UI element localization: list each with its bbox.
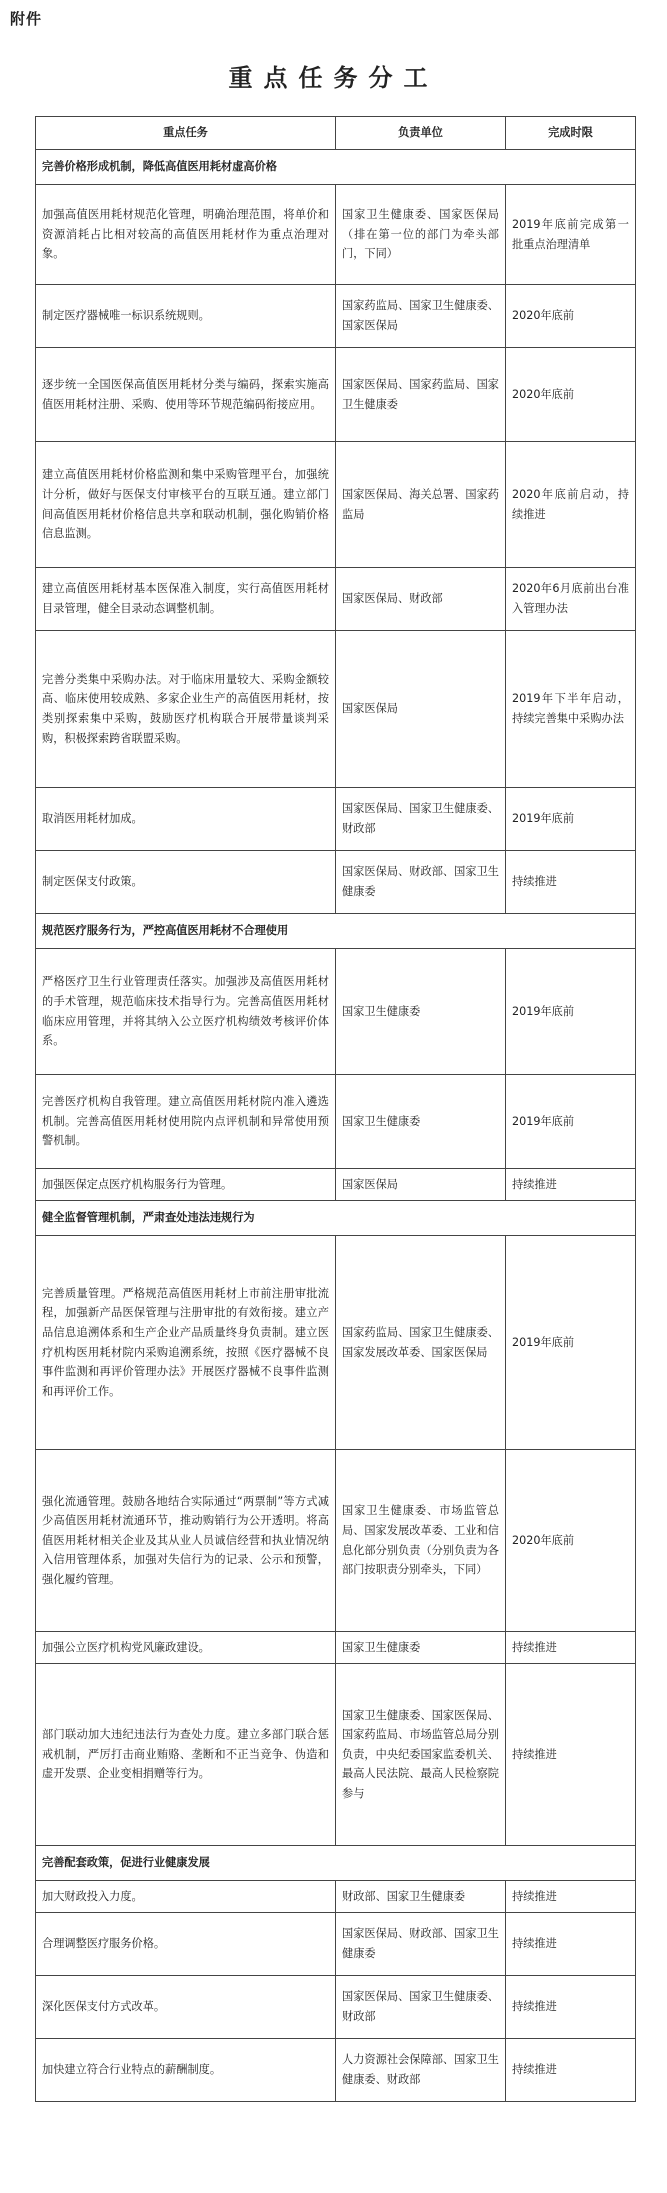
task-table [35, 116, 636, 2102]
deadline-cell: 持续推进 [506, 1169, 636, 1201]
task-cell: 完善质量管理。严格规范高值医用耗材上市前注册审批流程，加强新产品医保管理与注册审批的有效衔接。建立产品信息追溯体系和生产企业产品质量终身负责制。建立医疗机构医用耗材院内采购追溯系统，按照《医疗器械不良事件监测和再评价管理办法》开展医疗器械不良事件监测和再评价工作。 [36, 1236, 336, 1450]
table-row [36, 1976, 636, 2039]
table-row [36, 1913, 636, 1976]
deadline-cell: 持续推进 [506, 851, 636, 914]
unit-cell: 国家医保局、国家卫生健康委、财政部 [336, 788, 506, 851]
unit-cell: 财政部、国家卫生健康委 [336, 1881, 506, 1913]
table-row [36, 1881, 636, 1913]
section-title: 完善价格形成机制，降低高值医用耗材虚高价格 [36, 150, 636, 185]
unit-cell: 国家医保局、海关总署、国家药监局 [336, 442, 506, 568]
unit-cell: 国家医保局 [336, 631, 506, 788]
header-deadline: 完成时限 [506, 117, 636, 150]
task-cell: 严格医疗卫生行业管理责任落实。加强涉及高值医用耗材的手术管理，规范临床技术指导行为。完善高值医用耗材临床应用管理，并将其纳入公立医疗机构绩效考核评价体系。 [36, 949, 336, 1075]
task-cell: 加快建立符合行业特点的薪酬制度。 [36, 2039, 336, 2102]
deadline-cell: 2020年底前 [506, 1450, 636, 1632]
task-cell: 加强高值医用耗材规范化管理，明确治理范围，将单价和资源消耗占比相对较高的高值医用耗材作为重点治理对象。 [36, 185, 336, 285]
deadline-cell: 2020年底前启动，持续推进 [506, 442, 636, 568]
section-row [36, 150, 636, 185]
task-cell: 强化流通管理。鼓励各地结合实际通过“两票制”等方式减少高值医用耗材流通环节，推动购销行为公开透明。将高值医用耗材相关企业及其从业人员诚信经营和执业情况纳入信用管理体系，加强对失信行为的记录、公示和预警，强化履约管理。 [36, 1450, 336, 1632]
unit-cell: 国家医保局、财政部、国家卫生健康委 [336, 1913, 506, 1976]
deadline-cell: 2020年6月底前出台准入管理办法 [506, 568, 636, 631]
section-row [36, 1846, 636, 1881]
table-body [36, 150, 636, 2102]
section-title: 规范医疗服务行为，严控高值医用耗材不合理使用 [36, 914, 636, 949]
unit-cell: 国家卫生健康委、国家医保局（排在第一位的部门为牵头部门，下同） [336, 185, 506, 285]
task-cell: 完善分类集中采购办法。对于临床用量较大、采购金额较高、临床使用较成熟、多家企业生产的高值医用耗材，按类别探索集中采购，鼓励医疗机构联合开展带量谈判采购，积极探索跨省联盟采购。 [36, 631, 336, 788]
task-cell: 制定医疗器械唯一标识系统规则。 [36, 285, 336, 348]
deadline-cell: 持续推进 [506, 2039, 636, 2102]
task-cell: 逐步统一全国医保高值医用耗材分类与编码，探索实施高值医用耗材注册、采购、使用等环节规范编码衔接应用。 [36, 348, 336, 442]
unit-cell: 国家卫生健康委 [336, 1075, 506, 1169]
unit-cell: 国家医保局、国家药监局、国家卫生健康委 [336, 348, 506, 442]
unit-cell: 国家医保局、国家卫生健康委、财政部 [336, 1976, 506, 2039]
table-row [36, 631, 636, 788]
task-cell: 加强公立医疗机构党风廉政建设。 [36, 1632, 336, 1664]
section-title: 健全监督管理机制，严肃查处违法违规行为 [36, 1201, 636, 1236]
table-row [36, 348, 636, 442]
table-row [36, 1075, 636, 1169]
deadline-cell: 持续推进 [506, 1913, 636, 1976]
deadline-cell: 2019年底前 [506, 1236, 636, 1450]
unit-cell: 国家卫生健康委 [336, 949, 506, 1075]
task-cell: 取消医用耗材加成。 [36, 788, 336, 851]
table-row [36, 285, 636, 348]
table-row [36, 185, 636, 285]
section-row [36, 1201, 636, 1236]
table-row [36, 2039, 636, 2102]
table-row [36, 1632, 636, 1664]
unit-cell: 国家卫生健康委 [336, 1632, 506, 1664]
deadline-cell: 持续推进 [506, 1881, 636, 1913]
deadline-cell: 2020年底前 [506, 285, 636, 348]
deadline-cell: 持续推进 [506, 1976, 636, 2039]
unit-cell: 国家医保局 [336, 1169, 506, 1201]
table-row [36, 1664, 636, 1846]
unit-cell: 国家卫生健康委、市场监管总局、国家发展改革委、工业和信息化部分别负责（分别负责为各部门按职责分别牵头，下同） [336, 1450, 506, 1632]
task-cell: 加大财政投入力度。 [36, 1881, 336, 1913]
task-cell: 完善医疗机构自我管理。建立高值医用耗材院内准入遴选机制。完善高值医用耗材使用院内点评机制和异常使用预警机制。 [36, 1075, 336, 1169]
task-cell: 建立高值医用耗材价格监测和集中采购管理平台，加强统计分析，做好与医保支付审核平台的互联互通。建立部门间高值医用耗材价格信息共享和联动机制，强化购销价格信息监测。 [36, 442, 336, 568]
task-cell: 部门联动加大违纪违法行为查处力度。建立多部门联合惩戒机制，严厉打击商业贿赂、垄断和不正当竞争、伪造和虚开发票、企业变相捐赠等行为。 [36, 1664, 336, 1846]
page-title: 重点任务分工 [228, 63, 439, 92]
deadline-cell: 2020年底前 [506, 348, 636, 442]
deadline-cell: 2019年底前 [506, 949, 636, 1075]
unit-cell: 国家医保局、财政部、国家卫生健康委 [336, 851, 506, 914]
unit-cell: 国家卫生健康委、国家医保局、国家药监局、市场监管总局分别负责，中央纪委国家监委机关、最高人民法院、最高人民检察院参与 [336, 1664, 506, 1846]
section-title: 完善配套政策，促进行业健康发展 [36, 1846, 636, 1881]
task-cell: 深化医保支付方式改革。 [36, 1976, 336, 2039]
deadline-cell: 2019年底前 [506, 1075, 636, 1169]
header-task: 重点任务 [36, 117, 336, 150]
header-unit: 负责单位 [336, 117, 506, 150]
task-cell: 加强医保定点医疗机构服务行为管理。 [36, 1169, 336, 1201]
deadline-cell: 持续推进 [506, 1632, 636, 1664]
table-row [36, 568, 636, 631]
section-row [36, 914, 636, 949]
table-header-row [36, 117, 636, 150]
unit-cell: 国家药监局、国家卫生健康委、国家发展改革委、国家医保局 [336, 1236, 506, 1450]
table-row [36, 1450, 636, 1632]
deadline-cell: 2019年底前完成第一批重点治理清单 [506, 185, 636, 285]
table-row [36, 442, 636, 568]
deadline-cell: 2019年底前 [506, 788, 636, 851]
unit-cell: 国家药监局、国家卫生健康委、国家医保局 [336, 285, 506, 348]
table-row [36, 788, 636, 851]
table-row [36, 949, 636, 1075]
attachment-label: 附件 [10, 10, 43, 28]
unit-cell: 人力资源社会保障部、国家卫生健康委、财政部 [336, 2039, 506, 2102]
deadline-cell: 持续推进 [506, 1664, 636, 1846]
table-row [36, 1236, 636, 1450]
task-cell: 建立高值医用耗材基本医保准入制度，实行高值医用耗材目录管理，健全目录动态调整机制。 [36, 568, 336, 631]
unit-cell: 国家医保局、财政部 [336, 568, 506, 631]
table-row [36, 1169, 636, 1201]
table-row [36, 851, 636, 914]
task-cell: 制定医保支付政策。 [36, 851, 336, 914]
deadline-cell: 2019年下半年启动，持续完善集中采购办法 [506, 631, 636, 788]
task-cell: 合理调整医疗服务价格。 [36, 1913, 336, 1976]
